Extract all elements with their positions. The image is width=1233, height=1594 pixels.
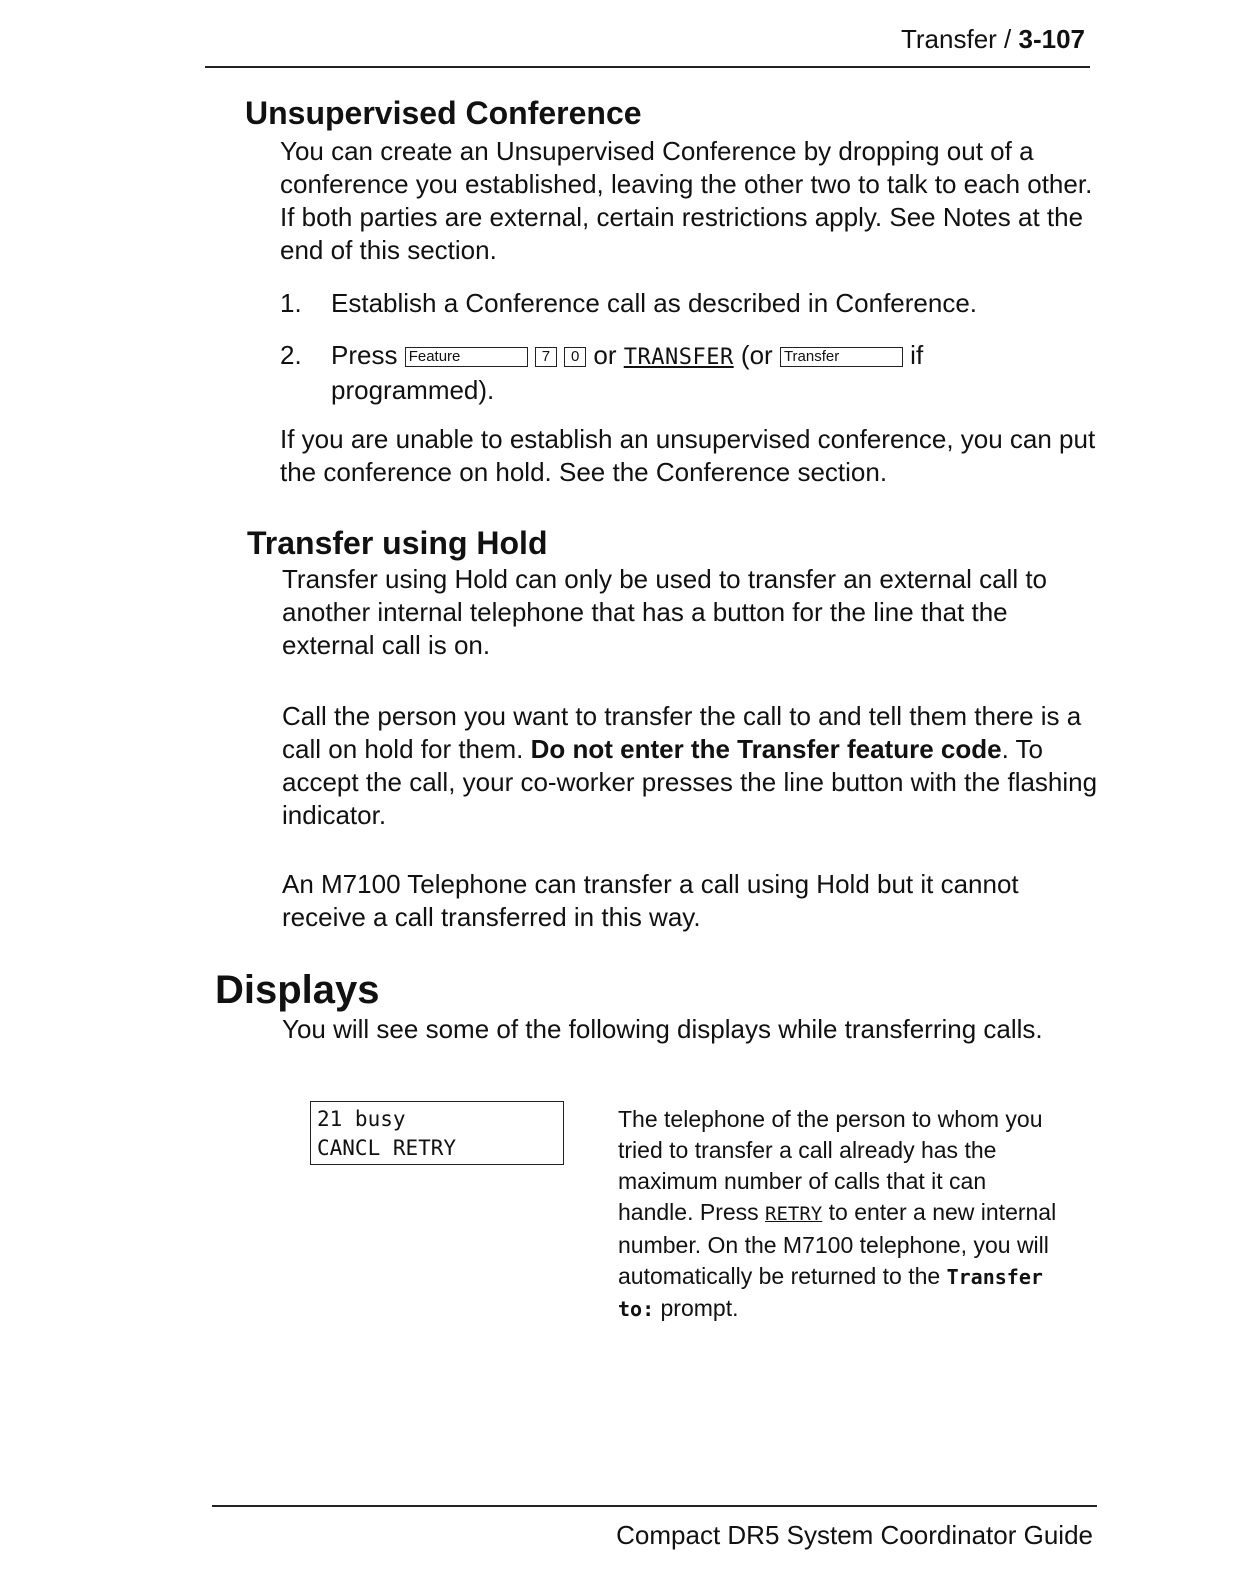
lcd-line-1: 21 busy xyxy=(317,1107,406,1131)
displays-intro: You will see some of the following displays while transferring calls. xyxy=(282,1014,1043,1044)
p2-text-a: Call the person you want to transfer the call to and tell them there is a call on hold for them. xyxy=(282,701,1082,764)
displays-heading: Displays xyxy=(215,968,380,1012)
transfer-hold-p1: Transfer using Hold can only be used to transfer an external call to another internal telephone that has a button for the line that the external call is on. xyxy=(282,564,1048,660)
if-programmed-label: if programmed). xyxy=(331,340,924,405)
desc-text-c: prompt. xyxy=(654,1295,739,1321)
running-header xyxy=(901,24,1085,55)
retry-softkey: RETRY xyxy=(765,1203,823,1225)
unsupervised-intro: You can create an Unsupervised Conference by dropping out of a conference you established, leaving the other two to talk to each other. If both parties are external, certain restrictions apply. See Notes at the end of this section. xyxy=(280,136,1093,265)
desc-text-b: to enter a new internal number. On the M7100 telephone, you will automatically be returned to the xyxy=(618,1199,1057,1289)
or-label: or xyxy=(586,340,624,370)
p2-warning: Do not enter the Transfer feature code xyxy=(530,734,1002,764)
step-1-number: 1. xyxy=(280,288,302,318)
step-2-number: 2. xyxy=(280,340,302,370)
header-page-number: 3-107 xyxy=(1018,24,1085,54)
digit-0-key: 0 xyxy=(564,347,586,367)
lcd-line-2: CANCL RETRY xyxy=(317,1136,457,1160)
transfer-hold-p3: An M7100 Telephone can transfer a call using Hold but it cannot receive a call transferred in this way. xyxy=(282,869,1019,932)
step-2-text xyxy=(331,339,1071,407)
transfer-key: Transfer xyxy=(780,347,903,367)
p2-text-b: . To accept the call, your co-worker presses the line button with the flashing indicator. xyxy=(282,734,1098,830)
transfer-softkey: TRANSFER xyxy=(623,345,734,370)
feature-key: Feature xyxy=(405,347,528,367)
desc-text-a: The telephone of the person to whom you tried to transfer a call already has the maximum number of calls that it can handle. Press xyxy=(618,1106,1043,1225)
step-1-text: Establish a Conference call as described in Conference. xyxy=(331,288,978,318)
display-description xyxy=(618,1104,1058,1325)
or-paren-label: (or xyxy=(733,340,780,370)
unsupervised-outro: If you are unable to establish an unsupervised conference, you can put the conference on hold. See the Conference section. xyxy=(280,424,1096,487)
digit-7-key: 7 xyxy=(535,347,557,367)
unsupervised-conference-heading: Unsupervised Conference xyxy=(245,95,642,131)
lcd-display xyxy=(310,1101,564,1165)
transfer-hold-p2 xyxy=(282,700,1102,832)
press-label: Press xyxy=(331,340,405,370)
transfer-using-hold-heading: Transfer using Hold xyxy=(247,525,548,561)
header-section: Transfer / xyxy=(900,24,1019,54)
footer-rule xyxy=(212,1505,1097,1507)
transfer-to-prompt: Transfer to: xyxy=(618,1265,1043,1321)
header-rule xyxy=(205,66,1090,68)
running-footer: Compact DR5 System Coordinator Guide xyxy=(616,1520,1093,1550)
